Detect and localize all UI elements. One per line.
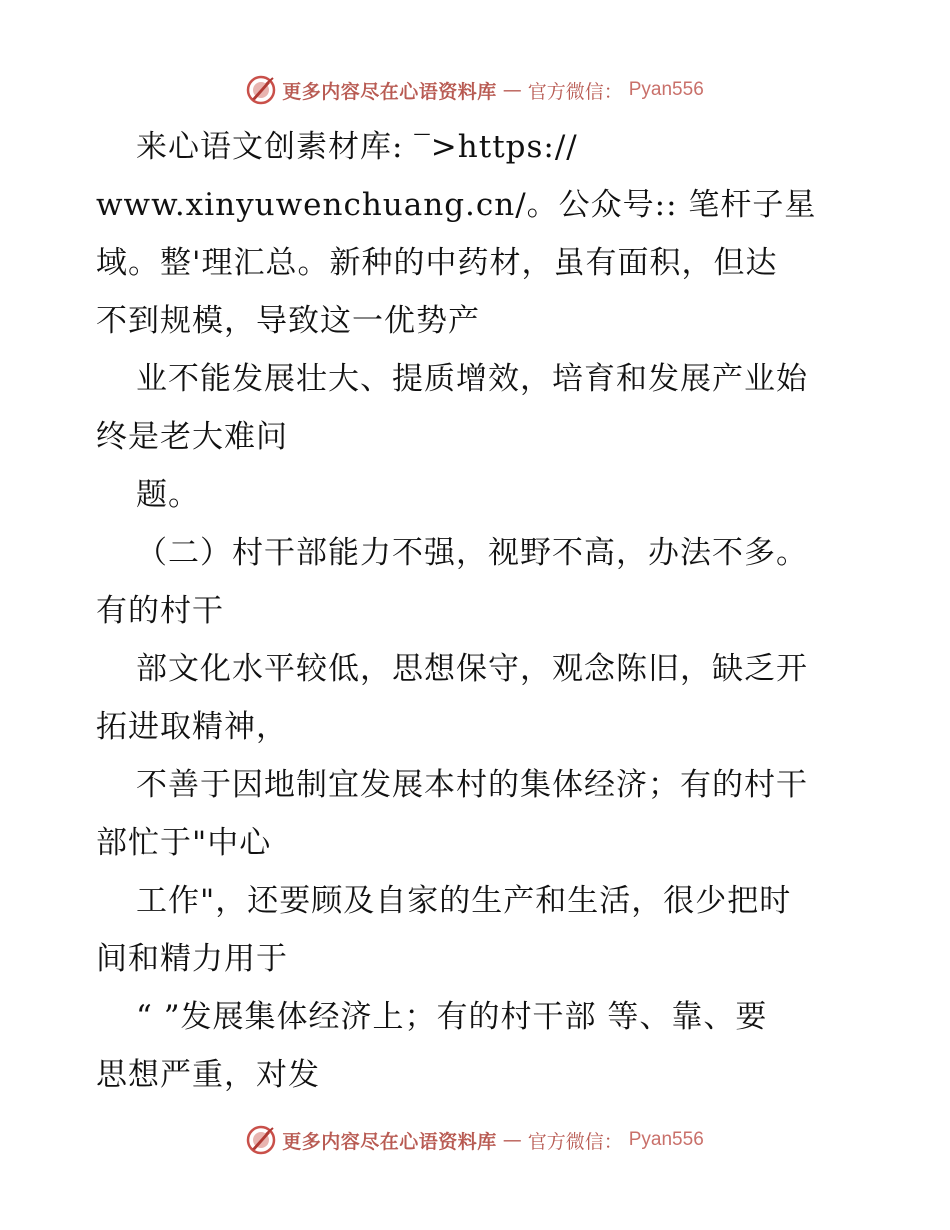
text-line: www.xinyuwenchuang.cn/。公众号:: 笔杆子星 [96, 187, 817, 223]
text-line: 不到规模，导致这一优势产 [96, 303, 480, 339]
document-body [96, 118, 866, 1104]
text-line: （二）村干部能力不强，视野不高，办法不多。 [136, 535, 808, 571]
quill-logo-icon [246, 75, 276, 105]
header-watermark [0, 70, 950, 110]
text-line: 域。整'理汇总。新种的中药材，虽有面积，但达 [96, 245, 778, 281]
watermark-main-text: 更多内容尽在心语资料库 [282, 1130, 497, 1153]
text-line: 工作"，还要顾及自家的生产和生活，很少把时 [136, 883, 792, 919]
watermark-dash: — [502, 1129, 522, 1151]
footer-watermark [0, 1120, 950, 1160]
watermark-wechat-label: 官方微信： [527, 1130, 623, 1153]
text-line: 来心语文创素材库: ‾>https:// [136, 129, 578, 165]
watermark-wechat-id: Pyan556 [628, 79, 704, 100]
text-line: 有的村干 [96, 593, 224, 629]
text-line: 部忙于"中心 [96, 825, 272, 861]
text-line: 不善于因地制宜发展本村的集体经济；有的村干 [136, 767, 808, 803]
text-line: 业不能发展壮大、提质增效，培育和发展产业始 [136, 361, 808, 397]
quill-logo-icon [246, 1125, 276, 1155]
text-line: 部文化水平较低，思想保守，观念陈旧，缺乏开 [136, 651, 808, 687]
watermark-wechat-id: Pyan556 [628, 1129, 704, 1150]
text-line: 思想严重，对发 [96, 1057, 320, 1093]
text-line: 题。 [136, 477, 200, 513]
watermark-wechat-label: 官方微信： [527, 80, 623, 103]
text-line: “ ”发展集体经济上；有的村干部 等、靠、要 [136, 999, 768, 1035]
watermark-main-text: 更多内容尽在心语资料库 [282, 80, 497, 103]
watermark-dash: — [502, 79, 522, 101]
text-line: 间和精力用于 [96, 941, 288, 977]
text-line: 终是老大难问 [96, 419, 288, 455]
text-line: 拓进取精神， [96, 709, 288, 745]
